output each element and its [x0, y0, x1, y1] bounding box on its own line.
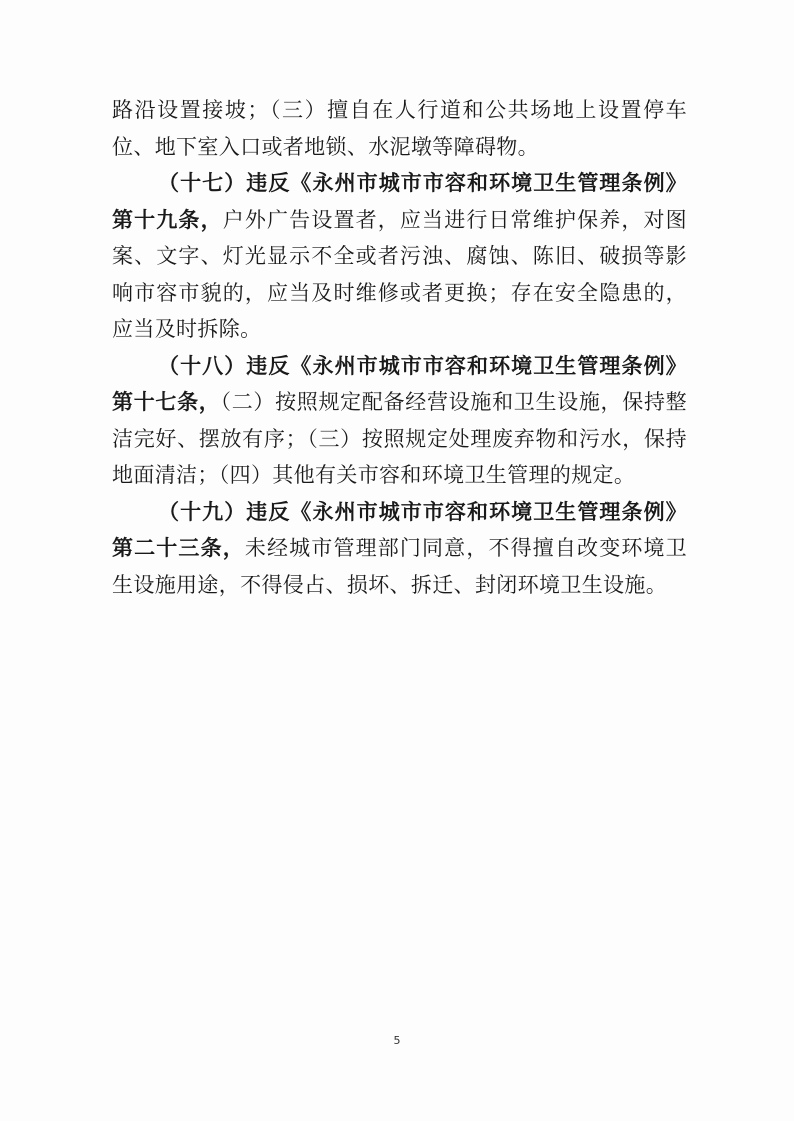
- document-body: [112, 92, 687, 603]
- paragraph-lead: （十七）违反《永州市城市市容和环境卫生管理条例》第十九条，: [112, 170, 687, 232]
- paragraph-lead: （十八）违反《永州市城市市容和环境卫生管理条例》第十七条，: [112, 352, 687, 414]
- paragraph-text: 未经城市管理部门同意，不得擅自改变环境卫生设施用途，不得侵占、损坏、拆迁、封闭环境卫生设施。: [112, 536, 687, 597]
- page-number: 5: [393, 1034, 401, 1047]
- paragraph-item-17: [112, 165, 687, 348]
- paragraph-item-19: [112, 494, 687, 604]
- paragraph-item-18: [112, 348, 687, 494]
- paragraph-lead: （十九）违反《永州市城市市容和环境卫生管理条例》第二十三条，: [112, 498, 687, 560]
- paragraph-text: 路沿设置接坡；（三）擅自在人行道和公共场地上设置停车位、地下室入口或者地锁、水泥墩等障碍物。: [112, 98, 687, 159]
- paragraph-continuation: [112, 92, 687, 165]
- paragraph-text: 户外广告设置者，应当进行日常维护保养，对图案、文字、灯光显示不全或者污浊、腐蚀、陈旧、破损等影响市容市貌的，应当及时维修或者更换；存在安全隐患的，应当及时拆除。: [112, 207, 687, 341]
- paragraph-text: （二）按照规定配备经营设施和卫生设施，保持整洁完好、摆放有序；（三）按照规定处理废弃物和污水，保持地面清洁；（四）其他有关市容和环境卫生管理的规定。: [112, 390, 688, 487]
